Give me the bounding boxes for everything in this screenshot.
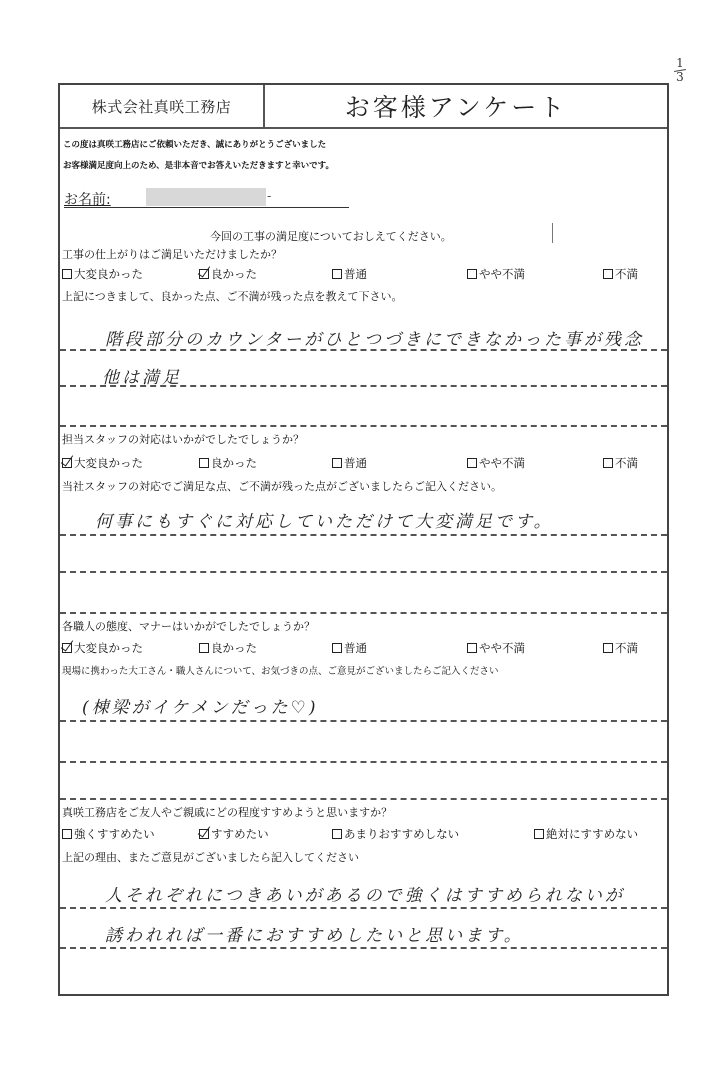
option-q1-dissatisfied[interactable]: 不満 — [603, 266, 638, 282]
question-2: 担当スタッフの対応はいかがでしたでしょうか？ — [62, 433, 304, 446]
checkbox-checked-icon — [199, 829, 209, 839]
answer-line-divider — [60, 534, 667, 536]
checkbox-icon — [467, 643, 477, 653]
option-q2-somewhat-dissatisfied[interactable]: やや不満 — [467, 455, 525, 471]
answer-line-divider — [60, 385, 667, 387]
answer-line-divider — [60, 349, 667, 351]
section-divider — [60, 798, 667, 800]
answer-4-line-2[interactable]: 誘われれば一番におすすめしたいと思います。 — [105, 926, 524, 946]
prompt-4: 上記の理由、またご意見がございましたら記入してください — [62, 851, 359, 864]
section-divider — [60, 612, 667, 614]
name-label: お名前: — [64, 192, 111, 208]
option-q1-somewhat-dissatisfied[interactable]: やや不満 — [467, 266, 525, 282]
intro-line-1: この度は真咲工務店にご依頼いただき、誠にありがとうございました — [63, 140, 327, 150]
option-q1-neutral[interactable]: 普通 — [332, 266, 367, 282]
name-redacted-block — [146, 188, 266, 206]
survey-heading: 今回の工事の満足度についておしえてください。 — [210, 230, 452, 243]
option-q3-very-good[interactable]: 大変良かった — [62, 640, 143, 656]
answer-line-divider — [60, 720, 667, 722]
prompt-1: 上記につきまして、良かった点、ご不満が残った点を教えて下さい。 — [62, 290, 403, 303]
checkbox-icon — [332, 829, 342, 839]
answer-3-line-1[interactable]: (棟梁がイケメンだった♡) — [82, 698, 319, 718]
checkbox-icon — [534, 829, 544, 839]
checkbox-icon — [332, 643, 342, 653]
checkbox-checked-icon — [62, 458, 72, 468]
page-number-mark — [673, 58, 687, 83]
answer-line-divider — [60, 907, 667, 909]
option-q2-neutral[interactable]: 普通 — [332, 455, 367, 471]
option-q4-never[interactable]: 絶対にすすめない — [534, 826, 638, 842]
answer-line-divider — [60, 571, 667, 573]
name-field[interactable] — [64, 188, 349, 208]
page-denominator: 3 — [676, 70, 684, 84]
page-numerator: 1 — [676, 56, 684, 70]
answer-2-line-1[interactable]: 何事にもすぐに対応していただけて大変満足です。 — [95, 512, 554, 532]
option-q4-strongly-recommend[interactable]: 強くすすめたい — [62, 826, 155, 842]
options-q3 — [62, 640, 667, 656]
form-header — [60, 85, 667, 129]
options-q1 — [62, 266, 667, 282]
checkbox-icon — [199, 458, 209, 468]
checkbox-icon — [199, 643, 209, 653]
checkbox-icon — [467, 458, 477, 468]
checkbox-icon — [62, 829, 72, 839]
prompt-2: 当社スタッフの対応でご満足な点、ご不満が残った点がございましたらご記入ください。 — [62, 480, 502, 493]
answer-line-divider — [60, 947, 667, 949]
options-q4 — [62, 826, 667, 842]
answer-1-line-2[interactable]: 他は満足 — [102, 368, 182, 388]
checkbox-icon — [467, 269, 477, 279]
answer-line-divider — [60, 761, 667, 763]
option-q2-good[interactable]: 良かった — [199, 455, 257, 471]
option-q3-neutral[interactable]: 普通 — [332, 640, 367, 656]
company-name: 株式会社真咲工務店 — [60, 85, 265, 127]
option-q2-dissatisfied[interactable]: 不満 — [603, 455, 638, 471]
checkbox-icon — [603, 269, 613, 279]
survey-form — [58, 83, 669, 996]
options-q2 — [62, 455, 667, 471]
question-1: 工事の仕上がりはご満足いただけましたか？ — [62, 248, 282, 261]
checkbox-icon — [332, 458, 342, 468]
prompt-3: 現場に携わった大工さん・職人さんについて、お気づきの点、ご意見がございましたらご記入ください — [62, 666, 499, 677]
option-q1-very-good[interactable]: 大変良かった — [62, 266, 143, 282]
option-q4-not-really[interactable]: あまりおすすめしない — [332, 826, 459, 842]
form-title: お客様アンケート — [344, 93, 568, 122]
option-q3-good[interactable]: 良かった — [199, 640, 257, 656]
option-q3-somewhat-dissatisfied[interactable]: やや不満 — [467, 640, 525, 656]
option-q2-very-good[interactable]: 大変良かった — [62, 455, 143, 471]
divider-tick — [552, 223, 553, 243]
intro-line-2: お客様満足度向上のため、是非本音でお答えいただきますと幸いです。 — [63, 161, 334, 171]
question-4: 真咲工務店をご友人やご親戚にどの程度すすめようと思いますか？ — [62, 806, 393, 819]
option-q3-dissatisfied[interactable]: 不満 — [603, 640, 638, 656]
answer-1-line-1[interactable]: 階段部分のカウンターがひとつづきにできなかった事が残念 — [105, 330, 644, 350]
checkbox-icon — [332, 269, 342, 279]
option-q4-recommend[interactable]: すすめたい — [199, 826, 269, 842]
checkbox-icon — [603, 458, 613, 468]
question-3: 各職人の態度、マナーはいかがでしたでしょうか？ — [62, 620, 315, 633]
section-divider — [60, 425, 667, 427]
checkbox-icon — [603, 643, 613, 653]
option-q1-good[interactable]: 良かった — [199, 266, 257, 282]
name-tail: - — [267, 189, 272, 203]
checkbox-checked-icon — [199, 269, 209, 279]
checkbox-icon — [62, 269, 72, 279]
answer-4-line-1[interactable]: 人それぞれにつきあいがあるので強くはすすめられないが — [105, 886, 625, 906]
checkbox-checked-icon — [62, 643, 72, 653]
